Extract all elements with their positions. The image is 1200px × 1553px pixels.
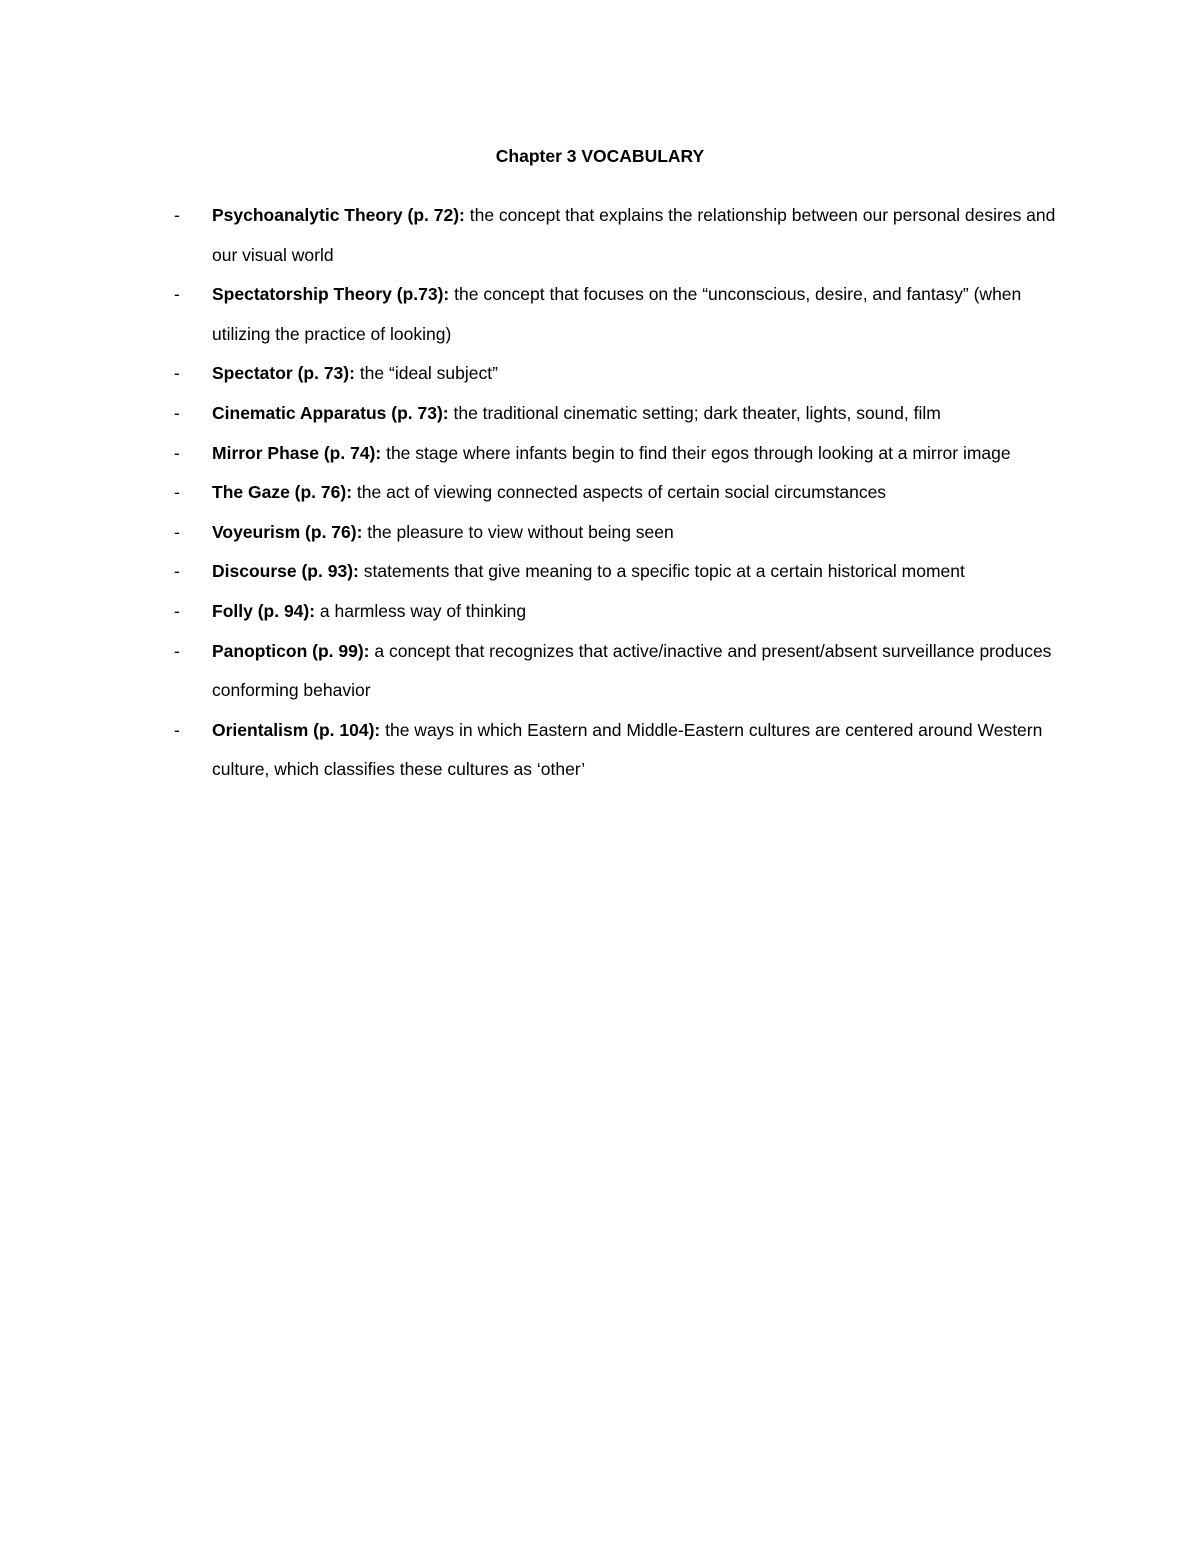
list-bullet: - (174, 561, 180, 582)
vocab-definition: the traditional cinematic setting; dark theater, lights, sound, film (448, 402, 941, 423)
list-bullet: - (174, 600, 180, 621)
vocab-item-psychoanalytic-theory (174, 196, 1072, 275)
list-bullet: - (174, 719, 180, 740)
vocab-term: Folly (p. 94): (212, 600, 316, 621)
list-bullet: - (174, 521, 180, 542)
vocabulary-list (174, 196, 1072, 790)
vocab-item-the-gaze (174, 473, 1072, 513)
vocab-item-discourse (174, 552, 1072, 592)
list-bullet: - (174, 482, 180, 503)
vocab-term: The Gaze (p. 76): (212, 482, 353, 503)
vocab-term: Spectatorship Theory (p.73): (212, 284, 450, 305)
vocab-item-folly (174, 592, 1072, 632)
vocab-item-cinematic-apparatus (174, 394, 1072, 434)
vocab-item-spectatorship-theory (174, 275, 1072, 354)
vocab-definition: a harmless way of thinking (315, 600, 527, 621)
list-bullet: - (174, 402, 180, 423)
vocab-term: Panopticon (p. 99): (212, 640, 370, 661)
vocab-term: Voyeurism (p. 76): (212, 521, 363, 542)
vocab-item-voyeurism (174, 513, 1072, 553)
vocab-term: Spectator (p. 73): (212, 363, 355, 384)
vocab-definition: the ways in which Eastern and Middle-Eastern cultures are centered around Western culture, which classifies these cultures as ‘other’ (212, 719, 1043, 780)
vocab-term: Orientalism (p. 104): (212, 719, 381, 740)
list-bullet: - (174, 284, 180, 305)
vocab-item-orientalism (174, 711, 1072, 790)
vocab-definition: the “ideal subject” (354, 363, 498, 384)
vocab-item-panopticon (174, 632, 1072, 711)
vocab-item-mirror-phase (174, 434, 1072, 474)
vocab-definition: the pleasure to view without being seen (362, 521, 674, 542)
list-bullet: - (174, 640, 180, 661)
list-bullet: - (174, 363, 180, 384)
vocab-definition: the act of viewing connected aspects of certain social circumstances (352, 482, 887, 503)
vocab-definition: the stage where infants begin to find their egos through looking at a mirror image (381, 442, 1011, 463)
page-title: Chapter 3 VOCABULARY (495, 146, 705, 166)
vocab-definition: the concept that explains the relationship between our personal desires and our visual world (212, 205, 1056, 265)
list-bullet: - (174, 442, 180, 463)
vocab-item-spectator (174, 354, 1072, 394)
list-bullet: - (174, 205, 180, 225)
vocab-term: Psychoanalytic Theory (p. 72): (212, 205, 465, 225)
vocab-term: Mirror Phase (p. 74): (212, 442, 382, 463)
vocab-definition: the concept that focuses on the “unconscious, desire, and fantasy” (when utilizing the practice of looking) (212, 284, 1022, 344)
vocab-definition: statements that give meaning to a specific topic at a certain historical moment (358, 561, 965, 582)
vocab-definition: a concept that recognizes that active/inactive and present/absent surveillance produces conforming behavior (212, 640, 1052, 701)
vocab-term: Discourse (p. 93): (212, 561, 359, 582)
vocab-term: Cinematic Apparatus (p. 73): (212, 402, 449, 423)
